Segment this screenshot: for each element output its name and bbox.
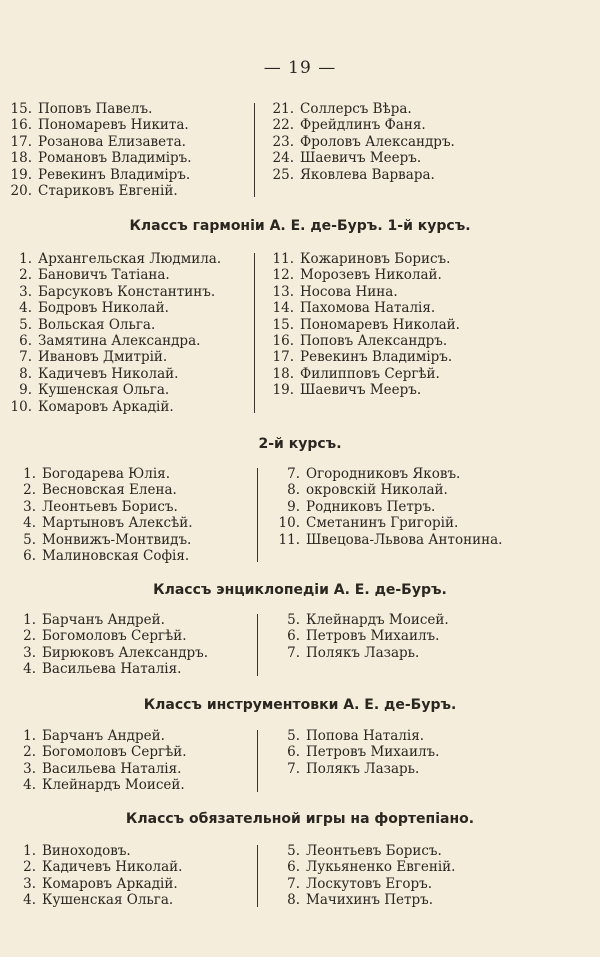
student-name: Полякъ Лазарь. [306, 760, 420, 777]
list-item [10, 548, 193, 564]
list-item [264, 150, 455, 166]
student-name: Барсуковъ Константинъ. [38, 283, 216, 300]
section-4-left-column [10, 728, 187, 794]
item-number: 3. [23, 760, 36, 777]
student-name: Пахомова Наталія. [300, 300, 436, 317]
student-name: Сметанинъ Григорій. [306, 515, 459, 532]
item-number: 6. [23, 547, 36, 564]
list-item [4, 333, 221, 349]
item-number: 8. [287, 892, 300, 909]
list-item [10, 843, 182, 859]
section-5-right-column [268, 843, 455, 909]
student-name: Поповъ Павелъ. [38, 101, 153, 117]
student-name: Клейнардъ Моисей. [306, 612, 449, 628]
student-name: Шаевичъ Мееръ. [300, 150, 422, 167]
item-number: 6. [287, 744, 300, 761]
list-item [268, 482, 502, 498]
student-name: Бирюковъ Александръ. [42, 644, 209, 661]
list-item [10, 859, 182, 875]
list-item [268, 876, 455, 892]
student-name: Малиновская Софія. [42, 547, 190, 564]
student-name: Мартыновъ Алексѣй. [42, 515, 193, 532]
item-number: 3. [19, 283, 32, 300]
student-name: Богодарева Юлія. [42, 466, 170, 482]
student-name: Пономаревъ Никита. [38, 117, 189, 134]
list-item [268, 892, 455, 908]
student-name: Клейнардъ Моисей. [42, 777, 185, 794]
list-item [268, 515, 502, 531]
item-number: 3. [23, 498, 36, 515]
item-number: 23. [272, 133, 294, 150]
section-heading: Классъ обязательной игры на фортепіано. [125, 811, 475, 827]
list-item [10, 761, 187, 777]
item-number: 4. [23, 777, 36, 794]
student-name: Бановичъ Татіана. [38, 267, 170, 284]
item-number: 15. [272, 316, 294, 333]
student-name: Филипповъ Сергѣй. [300, 365, 440, 382]
list-item [268, 645, 449, 661]
student-name: Фрейдлинъ Фаня. [300, 117, 426, 134]
student-name: Барчанъ Андрей. [42, 612, 165, 628]
list-item [4, 117, 192, 133]
section-4-right-column [268, 728, 439, 777]
student-name: Яковлева Варвара. [300, 166, 435, 183]
student-name: Вольская Ольга. [38, 316, 156, 333]
item-number: 4. [19, 300, 32, 317]
item-number: 15. [10, 101, 32, 117]
list-item [10, 892, 182, 908]
student-name: Архангельская Людмила. [38, 251, 222, 267]
item-number: 7. [287, 644, 300, 661]
list-item [264, 101, 455, 117]
section-1-left-column [4, 251, 221, 415]
list-item [4, 382, 221, 398]
list-item [10, 612, 208, 628]
student-name: Шаевичъ Мееръ. [300, 382, 422, 399]
list-item [4, 167, 192, 183]
item-number: 9. [19, 382, 32, 399]
section-0-left-column [4, 101, 192, 199]
list-item [10, 876, 182, 892]
list-item [4, 284, 221, 300]
item-number: 2. [23, 628, 36, 645]
student-name: Бодровъ Николай. [38, 300, 169, 317]
list-item [4, 267, 221, 283]
list-item [264, 284, 460, 300]
student-name: Замятина Александра. [38, 332, 201, 349]
column-divider [257, 845, 258, 907]
student-name: Швецова-Львова Антонина. [306, 531, 503, 548]
list-item [268, 532, 502, 548]
item-number: 13. [272, 283, 294, 300]
list-item [268, 466, 502, 482]
student-name: Комаровъ Аркадій. [38, 398, 174, 415]
list-item [4, 399, 221, 415]
item-number: 14. [272, 300, 294, 317]
student-name: Лоскутовъ Егоръ. [306, 875, 432, 892]
section-5-left-column [10, 843, 182, 909]
student-name: Лукьяненко Евгеній. [306, 859, 456, 876]
list-item [264, 251, 460, 267]
student-name: Барчанъ Андрей. [42, 728, 165, 744]
list-item [4, 183, 192, 199]
item-number: 1. [23, 728, 36, 744]
column-divider [257, 730, 258, 792]
student-name: Виноходовъ. [42, 843, 131, 859]
item-number: 18. [10, 150, 32, 167]
item-number: 24. [272, 150, 294, 167]
item-number: 22. [272, 117, 294, 134]
item-number: 21. [272, 101, 294, 117]
item-number: 2. [23, 482, 36, 499]
student-name: Ивановъ Дмитрій. [38, 349, 168, 366]
list-item [268, 843, 455, 859]
list-item [268, 744, 439, 760]
item-number: 7. [287, 875, 300, 892]
item-number: 6. [287, 628, 300, 645]
item-number: 9. [287, 498, 300, 515]
item-number: 19. [272, 382, 294, 399]
item-number: 5. [19, 316, 32, 333]
list-item [4, 134, 192, 150]
list-item [10, 777, 187, 793]
list-item [4, 150, 192, 166]
section-2-left-column [10, 466, 193, 564]
student-name: Романовъ Владиміръ. [38, 150, 192, 167]
item-number: 7. [287, 466, 300, 482]
item-number: 17. [272, 349, 294, 366]
list-item [4, 300, 221, 316]
student-name: Васильева Наталія. [42, 661, 182, 678]
item-number: 1. [23, 612, 36, 628]
student-name: Богомоловъ Сергѣй. [42, 628, 187, 645]
section-1-right-column [264, 251, 460, 399]
student-name: Кушенская Ольга. [42, 892, 174, 909]
list-item [10, 532, 193, 548]
student-name: Леонтьевъ Борисъ. [306, 843, 442, 859]
list-item [268, 761, 439, 777]
student-name: Васильева Наталія. [42, 760, 182, 777]
section-heading: Классъ инструментовки А. Е. де-Буръ. [143, 697, 457, 713]
list-item [10, 628, 208, 644]
item-number: 10. [10, 398, 32, 415]
item-number: 25. [272, 166, 294, 183]
item-number: 3. [23, 875, 36, 892]
item-number: 7. [287, 760, 300, 777]
section-3-right-column [268, 612, 449, 661]
list-item [264, 134, 455, 150]
list-item [4, 366, 221, 382]
section-2-right-column [268, 466, 502, 548]
item-number: 17. [10, 133, 32, 150]
student-name: Богомоловъ Сергѣй. [42, 744, 187, 761]
student-name: Кадичевъ Николай. [42, 859, 183, 876]
list-item [264, 349, 460, 365]
list-item [10, 645, 208, 661]
student-name: Кушенская Ольга. [38, 382, 170, 399]
student-name: Весновская Елена. [42, 482, 177, 499]
student-name: окровскій Николай. [306, 482, 448, 499]
list-item [4, 101, 192, 117]
list-item [268, 859, 455, 875]
student-name: Поповъ Александръ. [300, 332, 448, 349]
item-number: 3. [23, 644, 36, 661]
list-item [264, 333, 460, 349]
item-number: 16. [10, 117, 32, 134]
section-heading: 2-й курсъ. [258, 436, 342, 452]
item-number: 20. [10, 182, 32, 199]
student-name: Морозевъ Николай. [300, 267, 442, 284]
student-name: Огородниковъ Яковъ. [306, 466, 461, 482]
item-number: 5. [287, 612, 300, 628]
column-divider [254, 103, 255, 197]
student-name: Розанова Елизавета. [38, 133, 186, 150]
student-name: Мачихинъ Петръ. [306, 892, 434, 909]
student-name: Кожариновъ Борисъ. [300, 251, 451, 267]
list-item [4, 317, 221, 333]
item-number: 6. [287, 859, 300, 876]
column-divider [257, 468, 258, 562]
list-item [4, 349, 221, 365]
page-number: — 19 — [263, 58, 337, 78]
student-name: Полякъ Лазарь. [306, 644, 420, 661]
student-name: Комаровъ Аркадій. [42, 875, 178, 892]
list-item [268, 628, 449, 644]
section-3-left-column [10, 612, 208, 678]
list-item [10, 515, 193, 531]
section-heading: Классъ энциклопедіи А. Е. де-Буръ. [153, 582, 447, 598]
item-number: 8. [287, 482, 300, 499]
item-number: 4. [23, 661, 36, 678]
list-item [264, 366, 460, 382]
item-number: 12. [272, 267, 294, 284]
list-item [10, 482, 193, 498]
list-item [264, 167, 455, 183]
item-number: 11. [272, 251, 294, 267]
student-name: Пономаревъ Николай. [300, 316, 460, 333]
item-number: 4. [23, 892, 36, 909]
list-item [268, 499, 502, 515]
list-item [264, 300, 460, 316]
student-name: Ревекинъ Владиміръ. [300, 349, 453, 366]
student-name: Стариковъ Евгеній. [38, 182, 178, 199]
item-number: 2. [23, 744, 36, 761]
student-name: Леонтьевъ Борисъ. [42, 498, 178, 515]
student-name: Петровъ Михаилъ. [306, 628, 440, 645]
item-number: 8. [19, 365, 32, 382]
list-item [268, 728, 439, 744]
item-number: 6. [19, 332, 32, 349]
student-name: Кадичевъ Николай. [38, 365, 179, 382]
item-number: 5. [23, 531, 36, 548]
item-number: 5. [287, 728, 300, 744]
list-item [264, 117, 455, 133]
item-number: 4. [23, 515, 36, 532]
student-name: Попова Наталія. [306, 728, 425, 744]
student-name: Носова Нина. [300, 283, 398, 300]
list-item [10, 728, 187, 744]
list-item [10, 466, 193, 482]
item-number: 2. [19, 267, 32, 284]
item-number: 1. [23, 466, 36, 482]
item-number: 7. [19, 349, 32, 366]
column-divider [254, 253, 255, 413]
student-name: Петровъ Михаилъ. [306, 744, 440, 761]
item-number: 19. [10, 166, 32, 183]
student-name: Соллерсъ Вѣра. [300, 101, 412, 117]
list-item [4, 251, 221, 267]
item-number: 16. [272, 332, 294, 349]
list-item [268, 612, 449, 628]
item-number: 10. [278, 515, 300, 532]
item-number: 1. [23, 843, 36, 859]
list-item [264, 267, 460, 283]
list-item [10, 499, 193, 515]
item-number: 1. [19, 251, 32, 267]
list-item [264, 382, 460, 398]
student-name: Родниковъ Петръ. [306, 498, 436, 515]
item-number: 5. [287, 843, 300, 859]
item-number: 11. [278, 531, 300, 548]
list-item [264, 317, 460, 333]
section-0-right-column [264, 101, 455, 183]
list-item [10, 744, 187, 760]
student-name: Ревекинъ Владиміръ. [38, 166, 191, 183]
item-number: 18. [272, 365, 294, 382]
list-item [10, 661, 208, 677]
item-number: 2. [23, 859, 36, 876]
section-heading: Классъ гармоніи А. Е. де-Буръ. 1-й курсъ. [129, 218, 471, 234]
student-name: Фроловъ Александръ. [300, 133, 455, 150]
student-name: Монвижъ-Монтвидъ. [42, 531, 192, 548]
column-divider [257, 614, 258, 676]
